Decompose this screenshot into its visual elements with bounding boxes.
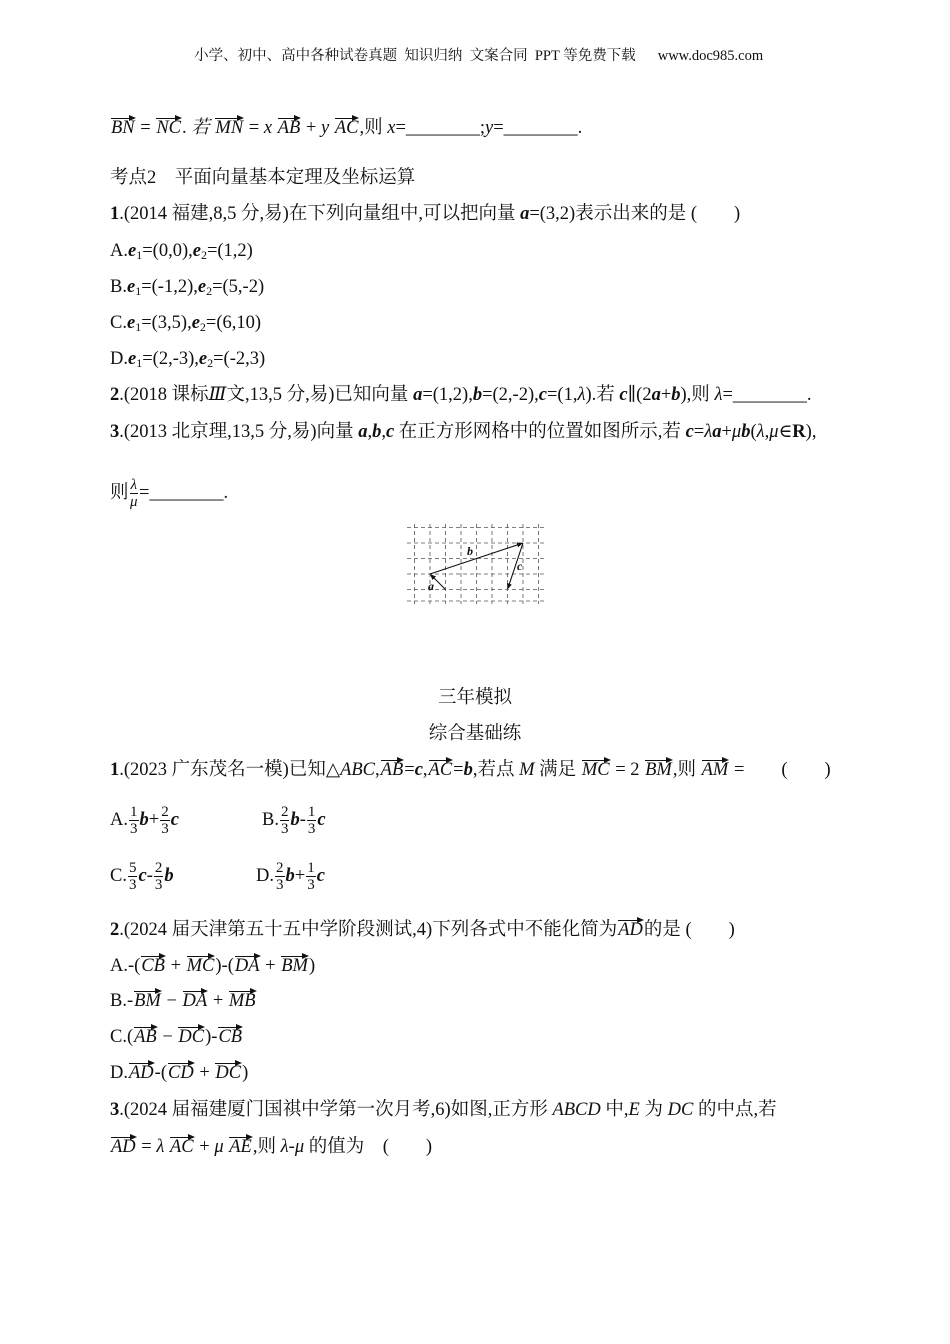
answer-line xyxy=(110,477,228,510)
vector-symbol: AC xyxy=(170,1137,194,1157)
vector-symbol: BM xyxy=(645,760,672,780)
text-run: ,则 xyxy=(252,1137,281,1157)
text-run: , xyxy=(375,760,380,780)
text-run: ,则 xyxy=(672,760,701,780)
bold-vector-symbol: e xyxy=(128,241,137,261)
italic-symbol: x xyxy=(263,118,277,138)
bold-vector-symbol: c xyxy=(685,422,694,442)
option-d xyxy=(256,860,325,893)
text-run: =(3,5), xyxy=(141,313,192,333)
section-title: 考点2 平面向量基本定理及坐标运算 xyxy=(110,168,416,188)
bold-vector-symbol: c xyxy=(138,865,147,886)
text-run: 文,13,5 分,易)已知向量 xyxy=(226,385,414,405)
text-run: = xyxy=(244,118,264,138)
vector-symbol: CB xyxy=(141,956,165,976)
section-subheading: 综合基础练 xyxy=(428,724,522,744)
italic-symbol: λ xyxy=(714,385,723,405)
fraction xyxy=(307,804,317,837)
text-run: B. xyxy=(110,277,127,297)
italic-symbol: y xyxy=(320,118,334,138)
text-run: =(1,2) xyxy=(206,241,253,261)
text-run: 在正方形网格中的位置如图所示,若 xyxy=(394,422,686,442)
question-number: 3 xyxy=(110,1100,120,1120)
option-a xyxy=(110,955,315,977)
text-run: ),则 xyxy=(680,385,715,405)
vector-symbol: MB xyxy=(228,991,256,1011)
question-number: 2 xyxy=(110,385,120,405)
vector-symbol: NC xyxy=(156,118,182,138)
text-run: = 2 xyxy=(610,760,645,780)
vector-symbol: CB xyxy=(218,1027,243,1047)
option-c xyxy=(110,1026,243,1048)
text-run: =(-2,3) xyxy=(213,349,266,369)
text-run: .(2013 北京理,13,5 分,易)向量 xyxy=(119,422,359,442)
text-run: + xyxy=(301,118,321,138)
text-run: =(5,-2) xyxy=(212,277,265,297)
text-run: 则 xyxy=(110,482,129,503)
vector-symbol: CD xyxy=(168,1063,194,1083)
text-run: D. xyxy=(110,349,128,369)
vector-symbol: AE xyxy=(229,1137,252,1157)
vector-c-label: c xyxy=(517,559,523,573)
text-run: =________. xyxy=(722,385,812,405)
text-run: + xyxy=(194,1137,215,1157)
vector-grid-figure xyxy=(405,524,545,606)
text-run: = xyxy=(135,118,156,138)
question-number: 1 xyxy=(110,204,120,224)
fraction xyxy=(160,804,170,837)
subscript: 2 xyxy=(207,356,214,370)
text-run: 的中点,若 xyxy=(693,1100,777,1120)
bold-vector-symbol: c xyxy=(170,809,179,830)
fraction-denominator: 3 xyxy=(161,821,169,837)
text-run: .(2014 福建,8,5 分,易)在下列向量组中,可以把向量 xyxy=(119,204,521,224)
italic-symbol: DC xyxy=(667,1100,694,1120)
text-run: C. xyxy=(110,865,127,886)
subscript: 2 xyxy=(206,284,213,298)
text-run: 为 xyxy=(639,1100,668,1120)
subscript: 1 xyxy=(135,320,142,334)
bold-vector-symbol: e xyxy=(126,313,136,333)
fraction-denominator: 3 xyxy=(307,821,316,837)
text-run: D. xyxy=(256,865,274,886)
option-a xyxy=(110,804,179,837)
text-run: .(2024 届天津第五十五中学阶段测试,4)下列各式中不能化简为 xyxy=(119,920,618,940)
vector-symbol: AM xyxy=(701,760,729,780)
text-run: ∥(2 xyxy=(627,385,652,405)
fraction xyxy=(130,477,139,510)
previous-question-tail xyxy=(110,117,582,139)
fraction xyxy=(306,860,316,893)
fraction-numerator: 1 xyxy=(130,804,138,820)
text-run: ) xyxy=(242,1063,249,1083)
text-run: .(2024 届福建厦门国祺中学第一次月考,6)如图,正方形 xyxy=(119,1100,553,1120)
option-c xyxy=(110,860,174,893)
fraction xyxy=(129,804,139,837)
text-run: 的值为 ( ) xyxy=(304,1137,433,1157)
text-run: = xyxy=(693,422,705,442)
question-stem xyxy=(110,759,831,781)
italic-symbol: μ xyxy=(214,1137,229,1157)
bold-vector-symbol: e xyxy=(128,349,137,369)
text-run: + xyxy=(294,865,306,886)
bold-vector-symbol: b xyxy=(472,385,483,405)
italic-symbol: M xyxy=(519,760,535,780)
vector-symbol: AD xyxy=(111,1137,136,1157)
vector-symbol: AC xyxy=(334,118,359,138)
text-run: =(2,-2), xyxy=(482,385,539,405)
italic-symbol: E xyxy=(628,1100,640,1120)
vector-symbol: DC xyxy=(178,1027,205,1047)
bold-vector-symbol: e xyxy=(198,349,208,369)
vector-symbol: AB xyxy=(277,118,301,138)
fraction-numerator: 2 xyxy=(280,804,289,820)
vector-symbol: MC xyxy=(186,956,215,976)
question-number: 2 xyxy=(110,920,120,940)
option-b xyxy=(262,804,326,837)
fraction xyxy=(280,804,290,837)
option-a xyxy=(110,240,253,262)
bold-vector-symbol: b xyxy=(285,865,295,886)
text-run: =________. xyxy=(493,118,583,138)
text-run: - xyxy=(288,1137,295,1157)
fraction-denominator: 3 xyxy=(307,877,315,893)
bold-vector-symbol: e xyxy=(192,241,201,261)
italic-symbol: μ xyxy=(294,1137,305,1157)
option-d xyxy=(110,1062,248,1084)
text-run: ( xyxy=(750,422,757,442)
question-stem-continued xyxy=(110,1136,432,1158)
text-run: , xyxy=(381,422,386,442)
text-run: = xyxy=(404,760,415,780)
bold-vector-symbol: b xyxy=(139,809,149,830)
text-run: + xyxy=(208,991,228,1011)
question-stem xyxy=(110,421,816,443)
text-run: =(0,0), xyxy=(142,241,193,261)
vector-symbol: BM xyxy=(134,991,161,1011)
fraction-numerator: 5 xyxy=(128,860,137,876)
vector-symbol: AB xyxy=(380,760,404,780)
text-run: − xyxy=(157,1027,178,1047)
italic-symbol: y xyxy=(485,118,494,138)
bold-symbol: R xyxy=(792,422,806,442)
vector-symbol: AD xyxy=(129,1063,154,1083)
vector-a-label: a xyxy=(428,579,434,593)
text-run: ), xyxy=(805,422,817,442)
subscript: 2 xyxy=(200,248,207,262)
bold-vector-symbol: b xyxy=(164,865,174,886)
fraction-denominator: 3 xyxy=(280,821,289,837)
fraction-denominator: 3 xyxy=(154,877,163,893)
bold-vector-symbol: b xyxy=(463,760,473,780)
subscript: 1 xyxy=(136,356,143,370)
section-heading: 三年模拟 xyxy=(437,688,512,708)
option-b xyxy=(110,276,264,298)
fraction-numerator: 2 xyxy=(276,860,284,876)
bold-vector-symbol: c xyxy=(414,760,423,780)
text-run: =(6,10) xyxy=(205,313,262,333)
italic-symbol: ABCD xyxy=(552,1100,601,1120)
subscript: 1 xyxy=(135,284,142,298)
vector-symbol: AB xyxy=(134,1027,157,1047)
text-run: + xyxy=(194,1063,215,1083)
text-run: ).若 xyxy=(585,385,620,405)
page-header xyxy=(0,29,950,65)
text-run: B. xyxy=(262,809,279,830)
question-number: 3 xyxy=(110,422,120,442)
fraction-denominator: 3 xyxy=(276,877,284,893)
fraction xyxy=(154,860,164,893)
question-stem xyxy=(110,919,735,941)
bold-vector-symbol: e xyxy=(191,313,200,333)
bold-vector-symbol: c xyxy=(619,385,628,405)
vector-symbol: MC xyxy=(581,760,610,780)
vector-symbol: MN xyxy=(215,118,244,138)
italic-symbol: λ xyxy=(577,385,586,405)
bold-vector-symbol: c xyxy=(316,865,325,886)
option-b xyxy=(110,990,257,1012)
fraction-numerator: 2 xyxy=(161,804,169,820)
italic-symbol: μ xyxy=(769,422,779,442)
text-run: -( xyxy=(154,1063,167,1083)
vector-symbol: BN xyxy=(111,118,135,138)
text-run: 中, xyxy=(600,1100,629,1120)
bold-vector-symbol: a xyxy=(413,385,423,405)
text-run: − xyxy=(161,991,182,1011)
italic-symbol: λ xyxy=(756,422,765,442)
text-run: =(3,2)表示出来的是 ( ) xyxy=(529,204,741,224)
bold-vector-symbol: b xyxy=(671,385,681,405)
fraction xyxy=(128,860,138,893)
fraction-denominator: 3 xyxy=(130,821,138,837)
text-run: =(-1,2), xyxy=(141,277,198,297)
text-run: )-( xyxy=(215,956,234,976)
bold-vector-symbol: c xyxy=(385,422,395,442)
text-run: C. xyxy=(110,313,127,333)
text-run: + xyxy=(260,956,281,976)
bold-vector-symbol: e xyxy=(126,277,136,297)
header-url[interactable]: www.doc985.com xyxy=(657,48,764,64)
text-run: =(1,2), xyxy=(422,385,473,405)
text-run: , xyxy=(367,422,373,442)
italic-symbol: ABC xyxy=(340,760,376,780)
fraction-numerator: λ xyxy=(130,477,138,493)
text-run: ,则 xyxy=(359,118,388,138)
bold-vector-symbol: e xyxy=(197,277,207,297)
text-run: ∈ xyxy=(778,422,793,442)
vector-symbol: AC xyxy=(428,760,453,780)
text-run: + xyxy=(165,956,186,976)
vector-c-arrowhead xyxy=(507,583,512,589)
fraction-denominator: 3 xyxy=(128,877,137,893)
bold-vector-symbol: c xyxy=(538,385,547,405)
text-run: - xyxy=(146,865,153,886)
text-run: 的是 ( ) xyxy=(643,920,735,940)
text-run: - xyxy=(299,809,306,830)
text-run: + xyxy=(721,422,732,442)
text-run: A. xyxy=(110,809,128,830)
question-number: 1 xyxy=(110,760,120,780)
text-run: =(2,-3), xyxy=(142,349,199,369)
text-run: =________; xyxy=(395,118,486,138)
bold-vector-symbol: b xyxy=(741,422,751,442)
vector-symbol: DC xyxy=(215,1063,242,1083)
fraction xyxy=(275,860,285,893)
question-stem xyxy=(110,384,812,406)
text-run: D. xyxy=(110,1063,128,1083)
text-run: . xyxy=(182,118,192,138)
text-run: , xyxy=(422,760,428,780)
bold-vector-symbol: a xyxy=(712,422,722,442)
italic-symbol: λ xyxy=(704,422,713,442)
fraction-numerator: 2 xyxy=(154,860,163,876)
text-run: 满足 xyxy=(534,760,581,780)
vector-b-label: b xyxy=(467,544,473,558)
vector-symbol: BM xyxy=(281,956,308,976)
bold-vector-symbol: a xyxy=(651,385,661,405)
vector-symbol: DA xyxy=(182,991,208,1011)
header-site-text: 小学、初中、高中各种试卷真题 知识归纳 文案合同 PPT 等免费下载 xyxy=(194,48,636,64)
vector-symbol: AD xyxy=(618,920,643,940)
subscript: 1 xyxy=(136,248,143,262)
text-run: C.( xyxy=(110,1027,134,1047)
italic-symbol: λ xyxy=(156,1137,169,1157)
question-stem xyxy=(110,203,740,225)
text-run: + xyxy=(148,809,160,830)
text-run: ) xyxy=(308,956,316,976)
text-run: = ( ) xyxy=(729,760,831,780)
text-run: + xyxy=(660,385,672,405)
bold-vector-symbol: b xyxy=(372,422,382,442)
fraction-denominator: μ xyxy=(130,494,138,510)
text-run: )- xyxy=(205,1027,218,1047)
text-run: =(1, xyxy=(546,385,578,405)
italic-symbol: λ xyxy=(280,1137,289,1157)
text-run: =________. xyxy=(139,482,229,503)
vector-symbol: DA xyxy=(234,956,260,976)
text-run: .(2023 广东茂名一模)已知△ xyxy=(119,760,341,780)
text-run: ,若点 xyxy=(472,760,520,780)
option-d xyxy=(110,348,265,370)
question-stem xyxy=(110,1099,777,1121)
fraction-numerator: 1 xyxy=(307,804,316,820)
italic-symbol: x xyxy=(387,118,396,138)
text-run: .(2018 课标 xyxy=(119,385,209,405)
italic-symbol: 若 xyxy=(191,118,215,138)
bold-vector-symbol: a xyxy=(520,204,530,224)
italic-symbol: Ⅲ xyxy=(208,385,227,405)
option-c xyxy=(110,312,261,334)
bold-vector-symbol: a xyxy=(358,422,368,442)
text-run: = xyxy=(453,760,464,780)
text-run: B.- xyxy=(110,991,134,1011)
text-run: , xyxy=(764,422,770,442)
text-run: A. xyxy=(110,241,128,261)
bold-vector-symbol: c xyxy=(317,809,326,830)
subscript: 2 xyxy=(199,320,206,334)
text-run: A.-( xyxy=(110,956,141,976)
italic-symbol: μ xyxy=(731,422,742,442)
text-run: = xyxy=(136,1137,157,1157)
bold-vector-symbol: b xyxy=(290,809,300,830)
fraction-numerator: 1 xyxy=(307,860,315,876)
